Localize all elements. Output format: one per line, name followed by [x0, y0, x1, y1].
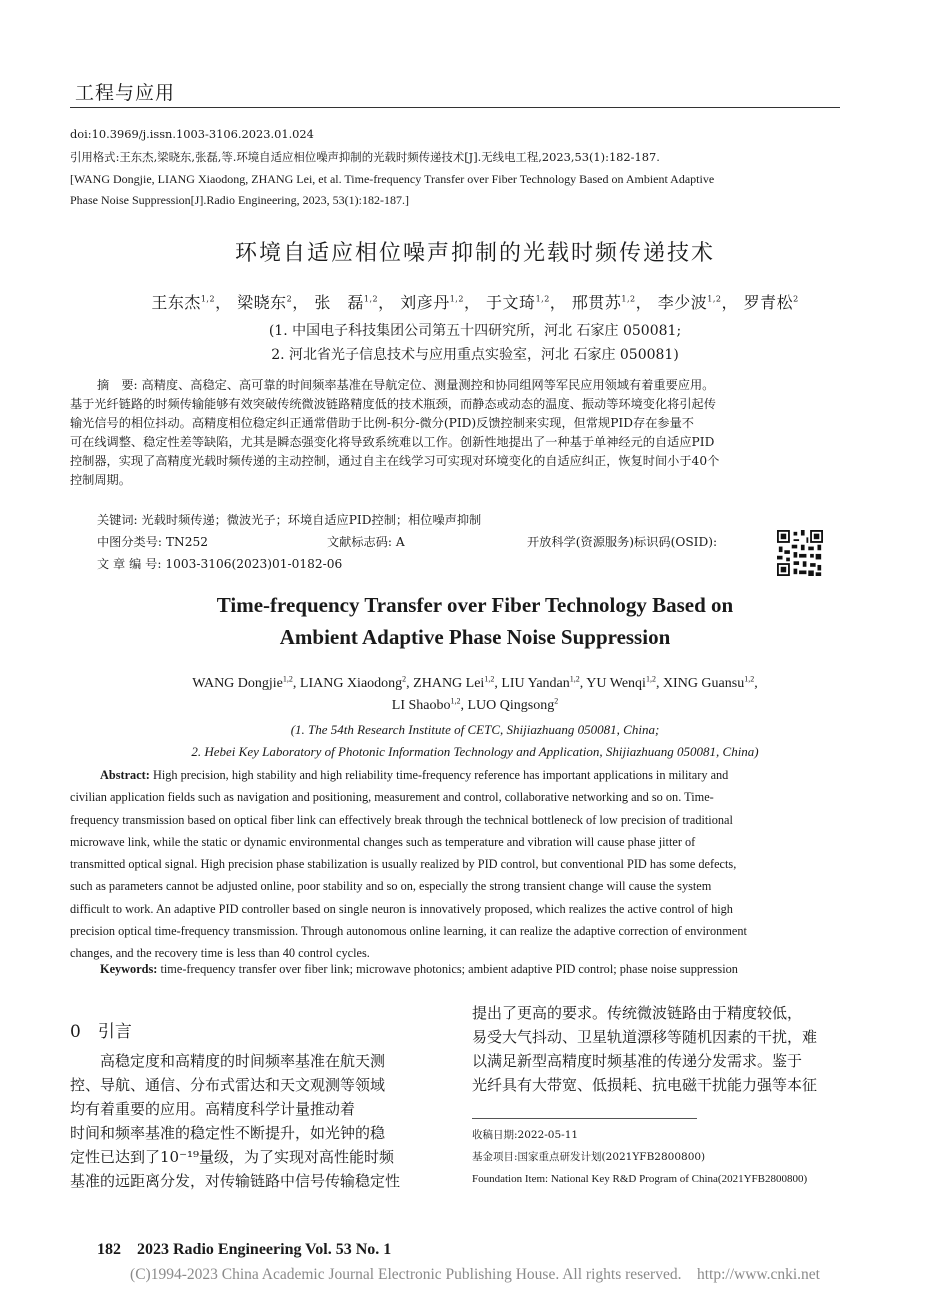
author-en: LIU Yandan$^{1,2}$ [501, 674, 580, 691]
affiliation-cn-2: 2. 河北省光子信息技术与应用重点实验室，河北 石家庄 050081) [271, 347, 679, 363]
citation-en-line1: [WANG Dongjie, LIANG Xiaodong, ZHANG Lei, et al. Time-frequency Transfer over Fiber Technology Based on Ambient Adaptive [70, 172, 715, 186]
affiliation-cn-1: (1. 中国电子科技集团公司第五十四研究所，河北 石家庄 050081; [268, 323, 682, 339]
keywords-chinese: 关键词: 光载时频传递；微波光子；环境自适应PID控制；相位噪声抑制 [97, 513, 482, 527]
citation-en-line2: Phase Noise Suppression[J].Radio Engineering, 2023, 53(1):182-187.] [70, 193, 409, 207]
authors-chinese: 王东杰$^{1,2}$， 梁晓东$^2$， 张 磊$^{1,2}$， 刘彦丹$^{1,2}$， 于文琦$^{1,2}$， 邢贯苏$^{1,2}$， 李少波$^{1,2}$， 罗青松$^2$ [151, 293, 799, 312]
abstract-english: Abstract: High precision, high stability and high reliability time-frequency reference has important applications in military and civilian application fields such as navigation and positioning, measurement and control, collaborative networking and so on. Time- frequency transmission based on optical fiber link can effectively break through the technical bottleneck of low precision of traditional microwave link, while the static or dynamic environmental changes such as temperature and vibration will cause phase jitter of transmitted optical signal. High precision phase stabilization is usually realized by PID control, but conventional PID has some defects, such as parameters cannot be adjusted online, poor stability and so on, especially the strong transient change will cause the system difficult to work. An adaptive PID controller based on single neuron is innovatively proposed, which realizes the active control of high precision optical time-frequency transmission. Through autonomous online learning, it can realize the adaptive correction of environment changes, and the recovery time is less than 40 control cycles. [70, 768, 747, 961]
clc-number: 中图分类号: TN252 [97, 535, 208, 549]
affiliation-en-1: (1. The 54th Research Institute of CETC, Shijiazhuang 050081, China; [290, 722, 660, 737]
keywords-en-label: Keywords: [100, 962, 158, 976]
abstract-en-label: Abstract: [100, 768, 150, 782]
abstract-chinese: 摘 要: 高精度、高稳定、高可靠的时间频率基准在导航定位、测量测控和协同组网等军民应用领域有着重要应用。 基于光纤链路的时频传输能够有效突破传统微波链路精度低的技术瓶颈，而静态或动态的温度、振动等环境变化将引起传 输光信号的相位抖动。高精度相位稳定纠正通常借助于比例-积分-微分(PID)反馈控制来实现，但常规PID存在参量不 可在线调整、稳定性差等缺陷，尤其是瞬态强变化将导致系统难以工作。创新性地提出了一种基于单神经元的自适应PID 控制器，实现了高精度光载时频传递的主动控制，通过自主在线学习可实现对环境变化的自适应纠正，恢复时间小于40个 控制周期。 [70, 378, 720, 487]
author-en: XING Guansu$^{1,2}$ [662, 674, 755, 691]
author-cn: 罗青松$^2$ [743, 293, 799, 312]
doi-line[interactable]: doi:10.3969/j.issn.1003-3106.2023.01.024 [70, 127, 314, 141]
footnote-divider [472, 1118, 697, 1119]
author-cn: 梁晓东$^2$ [237, 293, 293, 312]
author-cn: 李少波$^{1,2}$ [657, 293, 722, 312]
section-heading-introduction: 0 引言 [70, 1022, 132, 1042]
authors-english-line1: WANG Dongjie$^{1,2}$, LIANG Xiaodong$^2$, ZHANG Lei$^{1,2}$, LIU Yandan$^{1,2}$, YU Wenqi$^{1,2}$, XING Guansu$^{1,2}$, [192, 674, 758, 691]
keywords-english: Keywords: time-frequency transfer over fiber link; microwave photonics; ambient adaptive PID control; phase noise suppression [100, 962, 738, 976]
abstract-cn-label: 摘 要: [97, 378, 138, 392]
intro-left-column: 高稳定度和高精度的时间频率基准在航天测 控、导航、通信、分布式雷达和天文观测等领域 均有着重要的应用。高精度科学计量推动着 时间和频率基准的稳定性不断提升，如光钟的稳 定性已达到了10⁻¹⁹量级，为了实现对高性能时频 基准的远距离分发，对传输链路中信号传输稳定性 [70, 1052, 401, 1190]
osid-label: 开放科学(资源服务)标识码(OSID): [527, 535, 718, 549]
journal-section-title: 工程与应用 [75, 82, 176, 104]
author-en: LI Shaobo$^{1,2}$ [391, 696, 461, 713]
author-en: ZHANG Lei$^{1,2}$ [413, 674, 495, 691]
header-divider [70, 107, 840, 108]
author-cn: 王东杰$^{1,2}$ [151, 293, 216, 312]
citation-cn: 引用格式:王东杰,梁晓东,张磊,等.环境自适应相位噪声抑制的光载时频传递技术[J].无线电工程,2023,53(1):182-187. [70, 150, 660, 164]
title-english-line2: Ambient Adaptive Phase Noise Suppression [279, 625, 671, 649]
authors-english-line2: LI Shaobo$^{1,2}$, LUO Qingsong$^2$ [391, 696, 559, 713]
page-footer: 182 2023 Radio Engineering Vol. 53 No. 1 [97, 1241, 392, 1258]
author-en: WANG Dongjie$^{1,2}$ [192, 674, 293, 691]
title-english-line1: Time-frequency Transfer over Fiber Technology Based on [216, 593, 734, 617]
article-number: 文 章 编 号: 1003-3106(2023)01-0182-06 [97, 557, 343, 571]
cnki-copyright-footer[interactable]: (C)1994-2023 China Academic Journal Electronic Publishing House. All rights reserved. http://www.cnki.net [130, 1266, 820, 1283]
footnote-fund-cn: 基金项目:国家重点研发计划(2021YFB2800800) [472, 1151, 706, 1163]
title-chinese: 环境自适应相位噪声抑制的光载时频传递技术 [234, 241, 715, 266]
author-cn: 邢贯苏$^{1,2}$ [571, 293, 636, 312]
osid-qr-code-icon[interactable] [777, 530, 823, 576]
footnote-fund-en: Foundation Item: National Key R&D Program of China(2021YFB2800800) [472, 1173, 808, 1185]
footnote-received: 收稿日期:2022-05-11 [472, 1129, 579, 1141]
author-en: LUO Qingsong$^2$ [467, 696, 559, 713]
author-en: YU Wenqi$^{1,2}$ [586, 674, 656, 691]
intro-right-column: 提出了更高的要求。传统微波链路由于精度较低， 易受大气抖动、卫星轨道漂移等随机因素的干扰，难 以满足新型高精度时频基准的传递分发需求。鉴于 光纤具有大带宽、低损耗、抗电磁干扰能力强等本征 [472, 1004, 818, 1094]
author-cn: 于文琦$^{1,2}$ [486, 293, 550, 312]
author-cn: 刘彦丹$^{1,2}$ [400, 293, 464, 312]
author-en: LIANG Xiaodong$^2$ [299, 674, 407, 691]
keywords-cn-label: 关键词: [97, 513, 138, 527]
affiliation-en-2: 2. Hebei Key Laboratory of Photonic Information Technology and Application, Shijiazhuang 050081, China) [191, 744, 759, 759]
author-cn: 张 磊$^{1,2}$ [314, 293, 379, 312]
document-code: 文献标志码: A [327, 535, 405, 549]
